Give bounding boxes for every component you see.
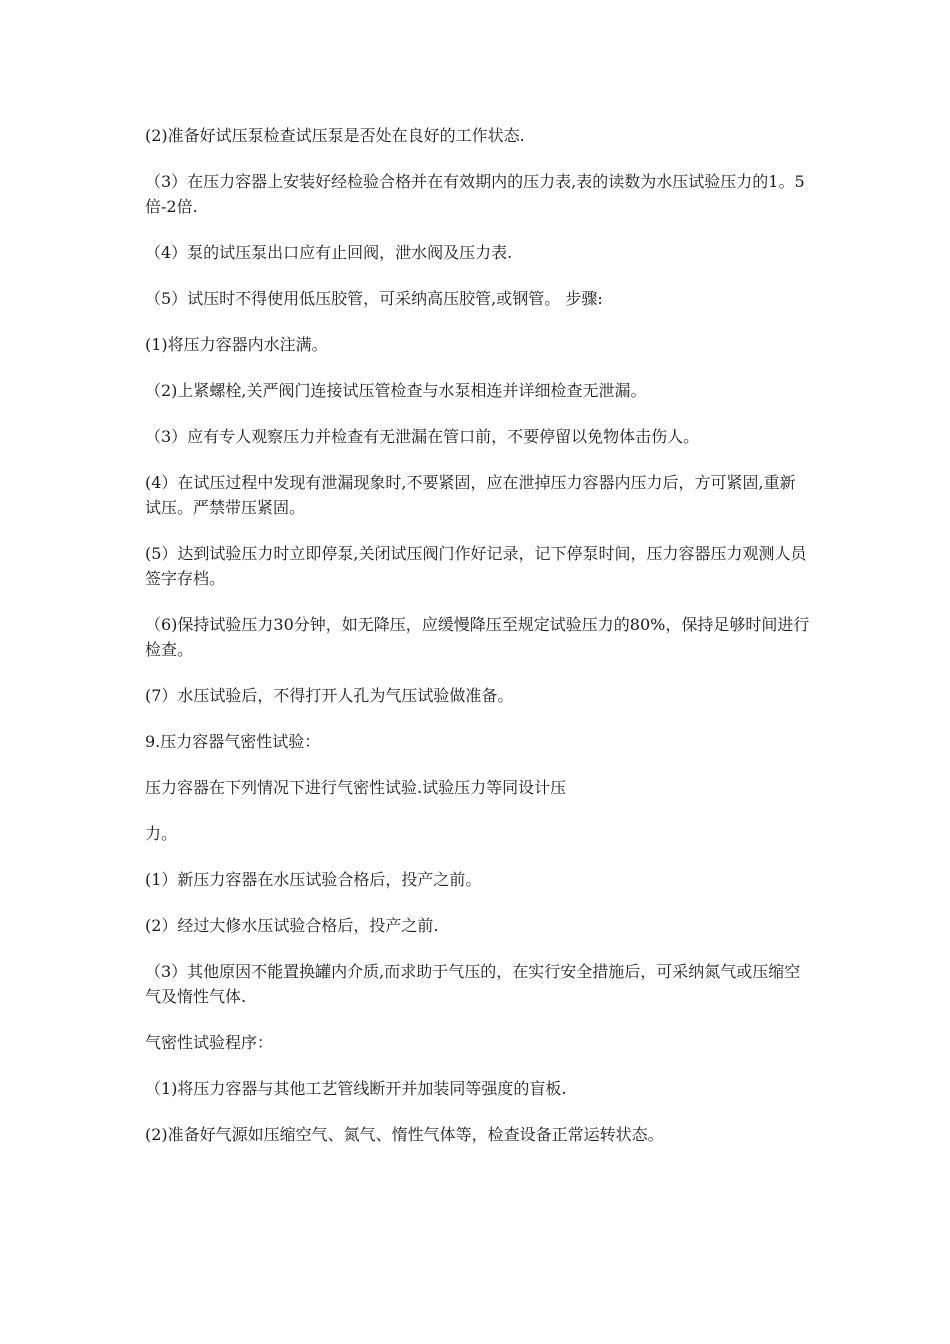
paragraph-15: (1）新压力容器在水压试验合格后，投产之前。	[145, 870, 482, 889]
paragraph-14: 力。	[145, 824, 178, 843]
paragraph-11: (7）水压试验后，不得打开人孔为气压试验做准备。	[145, 686, 514, 705]
paragraph-5: (1)将压力容器内水注满。	[145, 335, 328, 354]
subsection-heading: 气密性试验程序：	[145, 1033, 274, 1052]
paragraph-19: （1)将压力容器与其他工艺管线断开并加装同等强度的盲板.	[145, 1079, 567, 1098]
section-heading: 9.压力容器气密性试验：	[145, 732, 321, 751]
paragraph-8: (4）在试压过程中发现有泄漏现象时,不要紧固，应在泄掉压力容器内压力后，方可紧固,重新试压。严禁带压紧固。	[145, 473, 796, 517]
paragraph-16: (2）经过大修水压试验合格后，投产之前.	[145, 916, 439, 935]
paragraph-10: （6)保持试验压力30分钟，如无降压，应缓慢降压至规定试验压力的80%，保持足够时间进行检查。	[145, 615, 810, 659]
paragraph-13: 压力容器在下列情况下进行气密性试验.试验压力等同设计压	[145, 778, 567, 797]
paragraph-3: （4）泵的试压泵出口应有止回阀，泄水阀及压力表.	[145, 243, 513, 262]
paragraph-2: （3）在压力容器上安装好经检验合格并在有效期内的压力表,表的读数为水压试验压力的1。5倍-2倍.	[145, 172, 805, 216]
paragraph-1: (2)准备好试压泵检查试压泵是否处在良好的工作状态.	[145, 126, 525, 145]
paragraph-6: （2)上紧螺栓,关严阀门连接试压管检查与水泵相连并详细检查无泄漏。	[145, 381, 647, 400]
paragraph-7: （3）应有专人观察压力并检查有无泄漏在管口前，不要停留以免物体击伤人。	[145, 427, 700, 446]
paragraph-4: （5）试压时不得使用低压胶管，可采纳高压胶管,或钢管。 步骤:	[145, 289, 603, 308]
document-body	[145, 123, 810, 1168]
paragraph-20: (2)准备好气源如压缩空气、氮气、惰性气体等，检查设备正常运转状态。	[145, 1125, 664, 1144]
paragraph-17: （3）其他原因不能置换罐内介质,而求助于气压的，在实行安全措施后，可采纳氮气或压缩空气及惰性气体.	[145, 962, 801, 1006]
paragraph-9: (5）达到试验压力时立即停泵,关闭试压阀门作好记录，记下停泵时间，压力容器压力观测人员签字存档。	[145, 544, 807, 588]
